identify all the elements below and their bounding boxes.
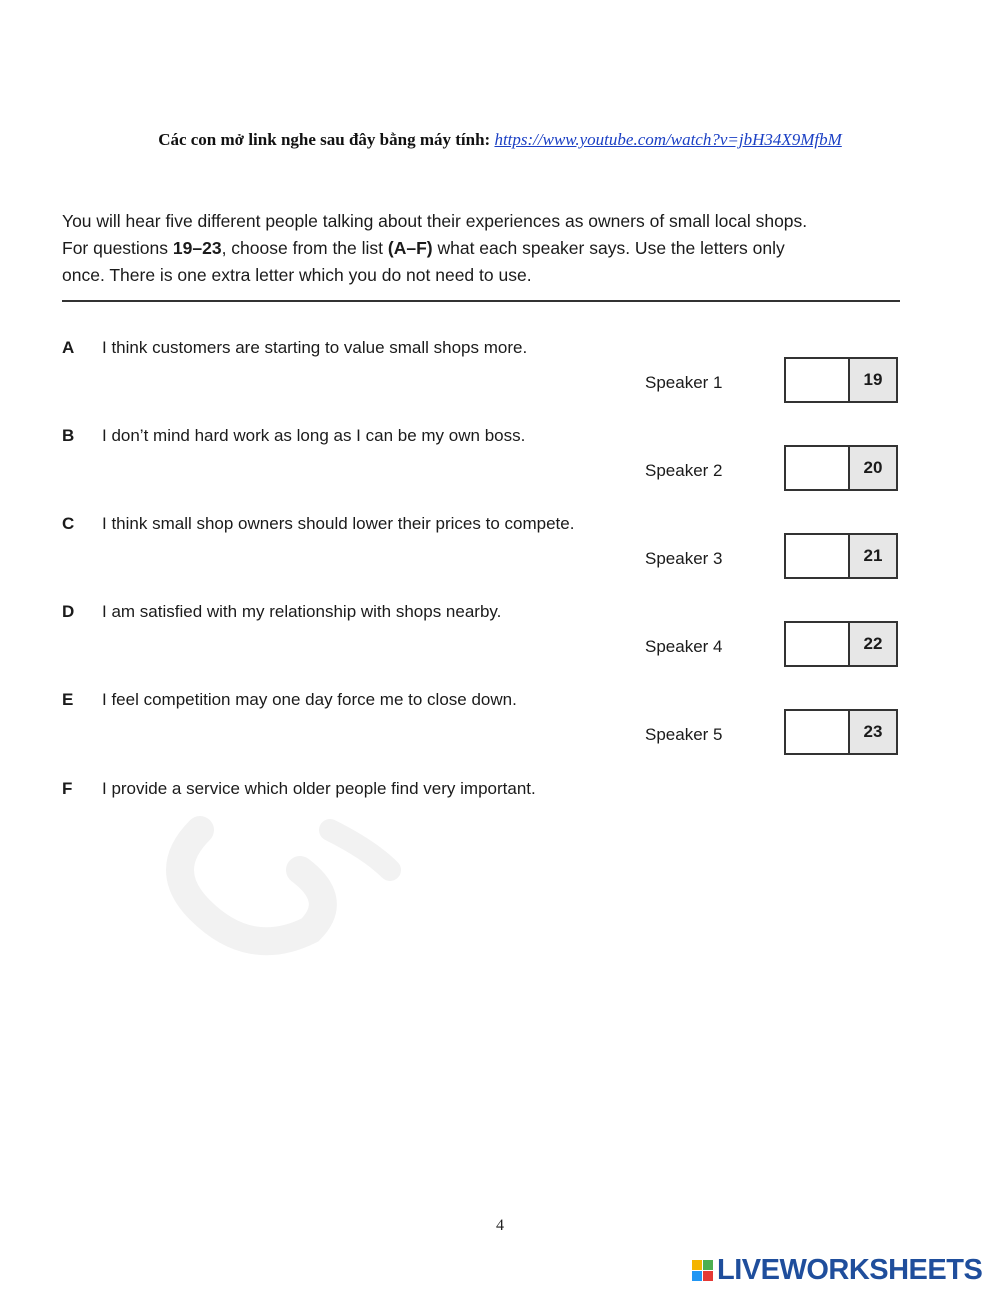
option-text: I feel competition may one day force me to close down. [102,690,517,709]
divider [62,300,900,302]
task-instructions [62,208,902,289]
answer-box-19 [784,357,898,403]
instructions-line-1: You will hear five different people talking about their experiences as owners of small local shops. [62,211,808,231]
option-text: I am satisfied with my relationship with shops nearby. [102,602,502,621]
brand-name: LIVEWORKSHEETS [717,1253,983,1286]
answer-input-22[interactable] [786,623,850,665]
option-b [62,426,682,446]
answer-input-21[interactable] [786,535,850,577]
option-letter: D [62,602,75,621]
answer-input-19[interactable] [786,359,850,401]
listening-link-line [0,130,1000,150]
speaker-3-label: Speaker 3 [645,549,723,568]
speaker-5-label: Speaker 5 [645,725,723,744]
option-f [62,779,682,799]
answer-box-23 [784,709,898,755]
question-number: 20 [850,447,896,489]
answer-input-23[interactable] [786,711,850,753]
option-text: I provide a service which older people find very important. [102,779,536,798]
option-letter: E [62,690,74,709]
answer-box-20 [784,445,898,491]
option-text: I don’t mind hard work as long as I can be my own boss. [102,426,526,445]
option-c [62,514,682,534]
link-intro-text: Các con mở link nghe sau đây bằng máy tính: [158,130,491,149]
option-e [62,690,682,710]
option-letter: B [62,426,75,445]
speaker-2-label: Speaker 2 [645,461,723,480]
option-a [62,338,682,358]
option-letter: F [62,779,73,798]
option-letter: C [62,514,75,533]
question-number: 22 [850,623,896,665]
option-text: I think customers are starting to value small shops more. [102,338,528,357]
brand-mark-icon [692,1260,713,1281]
question-number: 23 [850,711,896,753]
instructions-line-2: For questions 19–23, choose from the list (A–F) what each speaker says. Use the letters only [62,238,785,258]
option-text: I think small shop owners should lower their prices to compete. [102,514,575,533]
option-d [62,602,682,622]
answer-box-22 [784,621,898,667]
answer-box-21 [784,533,898,579]
instructions-line-3: once. There is one extra letter which you do not need to use. [62,265,532,285]
answer-input-20[interactable] [786,447,850,489]
option-letter: A [62,338,75,357]
speaker-1-label: Speaker 1 [645,373,723,392]
youtube-link[interactable]: https://www.youtube.com/watch?v=jbH34X9MfbM [494,130,842,149]
question-number: 19 [850,359,896,401]
speaker-4-label: Speaker 4 [645,637,723,656]
page-number: 4 [496,1217,504,1234]
question-number: 21 [850,535,896,577]
watermark-logo [160,810,420,990]
liveworksheets-logo [692,1252,982,1288]
